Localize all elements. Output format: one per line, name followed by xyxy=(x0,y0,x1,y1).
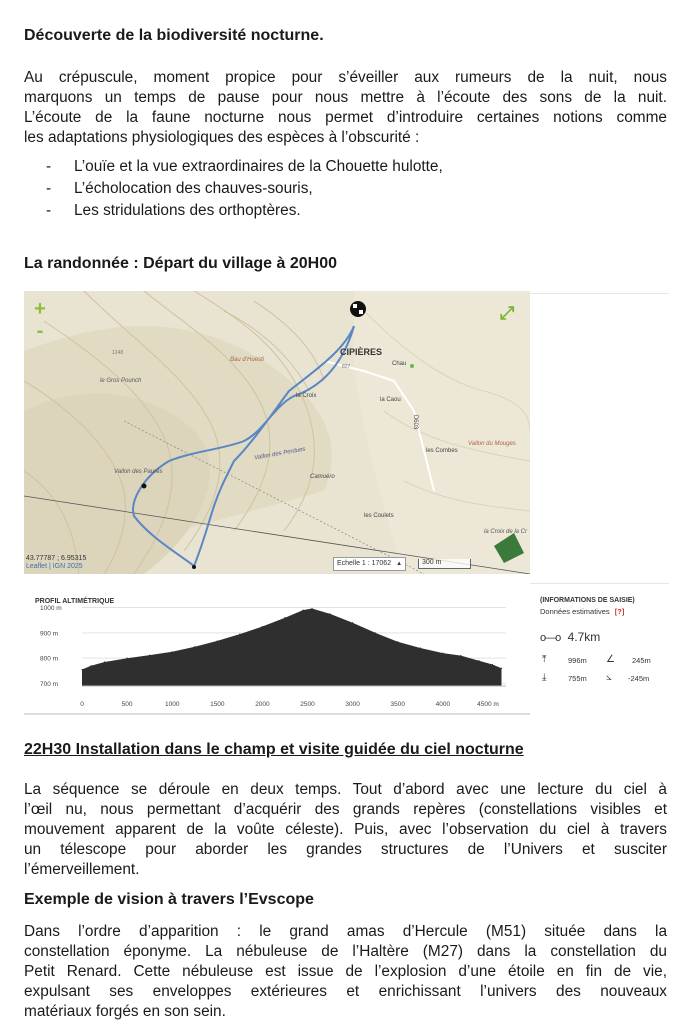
x-tick-label: 1000 xyxy=(164,701,180,708)
descent-icon: ⦣ xyxy=(606,672,612,683)
elevation-point xyxy=(104,661,105,662)
elevation-profile xyxy=(24,585,530,715)
elevation-point xyxy=(239,634,240,635)
elevation-point xyxy=(442,652,443,653)
profile-title: PROFIL ALTIMÉTRIQUE xyxy=(35,598,115,605)
y-tick-label: 1000 m xyxy=(40,605,62,613)
info-subtitle xyxy=(540,607,670,616)
elevation-point xyxy=(492,664,493,665)
elevation-point xyxy=(217,640,218,641)
info-subtitle-text: Données estimatives xyxy=(540,607,610,616)
distance-icon: o—o xyxy=(540,632,561,644)
paragraph-line: L’écoute de la faune nocturne nous permet d’introduire certaines notions comme xyxy=(24,109,667,126)
map-label-place: Chau xyxy=(392,361,407,367)
list-item-text: L’ouïe et la vue extraordinaires de la Chouette hulotte, xyxy=(74,158,443,175)
zoom-in-button[interactable]: + xyxy=(34,298,46,320)
paragraph-line: La séquence se déroule en deux temps. Tout d’abord avec une lecture du ciel à xyxy=(24,781,667,798)
paragraph-line: expulsant ses enveloppes extérieures et enrichissant l’univers des nouveaux xyxy=(24,983,667,1000)
map-coordinates xyxy=(26,555,86,571)
paragraph-line: Dans l’ordre d’apparition : le grand amas d’Hercule (M51) située dans la xyxy=(24,923,667,940)
bullet-marker: - xyxy=(46,180,52,197)
y-tick-label: 900 m xyxy=(40,630,59,638)
observation-paragraph xyxy=(24,780,667,880)
scale-label: Echelle 1 : 17062 xyxy=(337,560,392,567)
list-item xyxy=(46,156,646,178)
y-tick-label: 700 m xyxy=(40,680,59,688)
elevation-point xyxy=(302,609,303,610)
altitude-grid xyxy=(540,654,670,694)
section-title-hike: La randonnée : Départ du village à 20H00 xyxy=(24,255,337,272)
bullet-marker: - xyxy=(46,202,52,219)
evscope-paragraph xyxy=(24,922,667,1022)
paragraph-line: mouvement apparent de la voûte céleste). Puis, avec l’observation du ciel à travers xyxy=(24,821,667,838)
paragraph-line: constellation éponyme. La nébuleuse de l’Haltère (M27) dans la constellation du xyxy=(24,943,667,960)
list-item-text: Les stridulations des orthoptères. xyxy=(74,202,301,219)
map-attribution[interactable]: Leaflet | IGN 2025 xyxy=(26,563,83,570)
map-label-place: les Coulets xyxy=(364,513,394,519)
elevation-point xyxy=(329,613,330,614)
elevation-point xyxy=(501,668,502,669)
map-label-place: Vallon du Mouges xyxy=(468,441,516,447)
elevation-point xyxy=(311,608,312,609)
coords-text: 43.77787 ; 6.95315 xyxy=(26,555,87,562)
map-bottom-rule xyxy=(530,583,669,584)
route-info-panel xyxy=(540,597,670,694)
elevation-area xyxy=(82,609,502,687)
paragraph-line: l’émerveillement. xyxy=(24,861,140,878)
map-label-elevation: 827 xyxy=(342,364,351,370)
paragraph-line: marquons un temps de pause pour nous mettre à l’écoute des sons de la nuit. xyxy=(24,89,667,106)
elevation-point xyxy=(478,660,479,661)
bullet-marker: - xyxy=(46,158,52,175)
map-label-place: les Combes xyxy=(426,448,458,454)
map-top-rule xyxy=(530,293,669,294)
alt-min-icon: ⤓ xyxy=(542,672,547,683)
map-label-village: CIPIÈRES xyxy=(340,347,383,357)
climb-value: 245m xyxy=(632,656,651,665)
elevation-point xyxy=(460,655,461,656)
zoom-out-button[interactable]: - xyxy=(36,320,44,342)
list-item xyxy=(46,178,646,200)
list-item-text: L’écholocation des chauves-souris, xyxy=(74,180,313,197)
paragraph-line: matériaux forgés en son sein. xyxy=(24,1003,226,1020)
elevation-point xyxy=(127,658,128,659)
paragraph-line: les adaptations physiologiques des espèces à l’obscurité : xyxy=(24,129,420,146)
elevation-point xyxy=(284,617,285,618)
section-title-observation: 22H30 Installation dans le champ et visite guidée du ciel nocturne xyxy=(24,741,524,758)
descent-value: -245m xyxy=(628,674,650,683)
map-label-road: D603 xyxy=(412,414,419,430)
map-label-place: Vallon des Perdues xyxy=(253,446,306,462)
alt-max-value: 996m xyxy=(568,656,587,665)
elevation-point xyxy=(90,665,91,666)
fullscreen-icon[interactable]: ⤢ xyxy=(500,303,515,323)
map-label-place: Bau d’Huesti xyxy=(230,357,265,363)
x-tick-label: 3500 xyxy=(390,701,405,708)
elevation-point xyxy=(397,641,398,642)
elevation-point xyxy=(172,651,173,652)
elevation-point xyxy=(194,646,195,647)
distance-row xyxy=(540,630,670,644)
topo-map[interactable] xyxy=(24,291,530,574)
paragraph-line: Au crépuscule, moment propice pour s’éveiller aux rumeurs de la nuit, nous xyxy=(24,69,667,86)
profile-chart xyxy=(24,585,530,713)
map-label-place: la Croix xyxy=(296,393,317,399)
elevation-point xyxy=(262,626,263,627)
y-tick-label: 800 m xyxy=(40,655,59,663)
paragraph-line: l’œil nu, nous permettant d’acquérir des grands repères (constellations visibles et xyxy=(24,801,667,818)
scale-distance: 300 m xyxy=(418,559,471,569)
scale-arrow-icon: ▲ xyxy=(396,561,403,567)
map-label-place: le Gros Pounch xyxy=(100,378,142,384)
x-tick-label: 1500 xyxy=(210,701,225,708)
x-tick-label: 3000 xyxy=(345,701,360,708)
biodiversity-paragraph xyxy=(24,68,667,148)
elevation-point xyxy=(81,669,82,670)
map-label-place: la Croix de la Cr xyxy=(484,529,528,535)
climb-icon: ∠ xyxy=(606,654,615,665)
elevation-point xyxy=(375,632,376,633)
map-label-elevation: 1248 xyxy=(112,350,124,356)
map-canvas xyxy=(24,291,530,574)
scale-select[interactable] xyxy=(333,557,406,571)
alt-max-icon: ⤒ xyxy=(542,654,547,665)
x-tick-label: 0 xyxy=(80,701,84,708)
distance-value: 4.7km xyxy=(567,630,601,644)
map-label-place: la Caou xyxy=(380,397,401,403)
alt-min-value: 755m xyxy=(568,674,587,683)
info-help-icon[interactable]: [?] xyxy=(614,607,625,616)
x-tick-label: 2500 xyxy=(300,701,315,708)
elevation-point xyxy=(352,622,353,623)
x-tick-label: 4000 xyxy=(435,701,451,708)
paragraph-line: un télescope pour aborder les grandes structures de l’Univers et susciter xyxy=(24,841,667,858)
x-tick-label: 2000 xyxy=(255,701,270,708)
x-tick-label: 500 xyxy=(121,701,133,708)
map-label-place: Camuéro xyxy=(310,474,335,480)
info-title: (INFORMATIONS DE SAISIE) xyxy=(540,597,635,604)
x-tick-label: 4500 m xyxy=(477,701,499,708)
section-title-evscope: Exemple de vision à travers l’Evscope xyxy=(24,891,314,908)
list-item xyxy=(46,200,646,222)
bullet-list xyxy=(46,156,646,222)
elevation-point xyxy=(149,655,150,656)
info-mark: ? xyxy=(617,607,622,616)
map-label-place: Vallon des Paurès xyxy=(114,469,163,475)
paragraph-line: Petit Renard. Cette nébuleuse est issue de l’explosion d’une étoile en fin de vie, xyxy=(24,963,667,980)
section-title-biodiversity: Découverte de la biodiversité nocturne. xyxy=(24,27,324,44)
elevation-point xyxy=(420,647,421,648)
